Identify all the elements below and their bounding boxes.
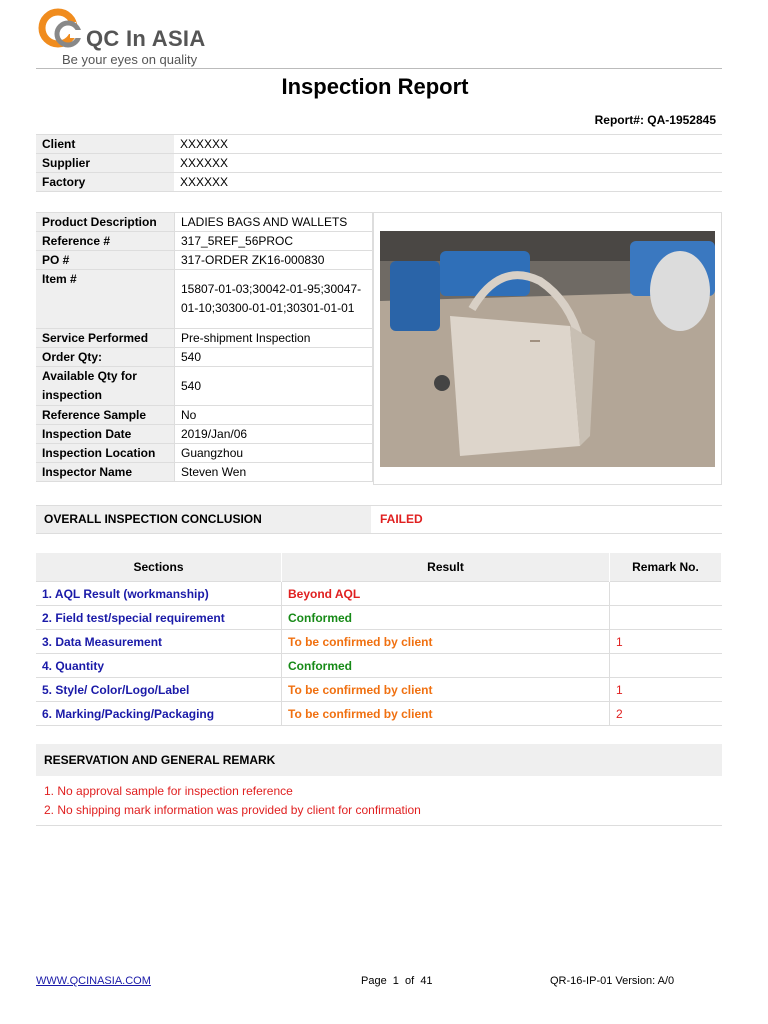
table-row bbox=[36, 173, 722, 192]
remarks-divider bbox=[36, 825, 722, 826]
reference-sample-value: No bbox=[175, 406, 373, 425]
parties-table bbox=[36, 134, 722, 192]
order-qty-label: Order Qty: bbox=[36, 348, 175, 367]
list-item: 2. No shipping mark information was provided by client for confirmation bbox=[44, 803, 421, 817]
table-row bbox=[36, 606, 722, 630]
inspection-date-label: Inspection Date bbox=[36, 425, 175, 444]
header-divider bbox=[36, 68, 722, 69]
section-result: Conformed bbox=[282, 606, 610, 630]
result-header: Result bbox=[282, 553, 610, 582]
reference-sample-label: Reference Sample bbox=[36, 406, 175, 425]
table-row bbox=[36, 154, 722, 173]
table-row bbox=[36, 444, 373, 463]
section-result: To be confirmed by client bbox=[282, 630, 610, 654]
section-result: Beyond AQL bbox=[282, 582, 610, 606]
supplier-label: Supplier bbox=[36, 154, 174, 173]
reservation-remarks bbox=[44, 782, 421, 820]
table-row bbox=[36, 702, 722, 726]
section-name: 6. Marking/Packing/Packaging bbox=[36, 702, 282, 726]
table-row bbox=[36, 135, 722, 154]
section-remark: 2 bbox=[610, 702, 722, 726]
inspection-date-value: 2019/Jan/06 bbox=[175, 425, 373, 444]
table-row bbox=[36, 329, 373, 348]
factory-value: XXXXXX bbox=[174, 173, 722, 192]
table-row bbox=[36, 367, 373, 406]
reference-value: 317_5REF_56PROC bbox=[175, 232, 373, 251]
table-row bbox=[36, 463, 373, 482]
service-performed-value: Pre-shipment Inspection bbox=[175, 329, 373, 348]
section-name: 3. Data Measurement bbox=[36, 630, 282, 654]
document-code: QR-16-IP-01 Version: A/0 bbox=[550, 975, 675, 987]
page-title: Inspection Report bbox=[281, 74, 469, 99]
remark-header: Remark No. bbox=[610, 553, 722, 582]
supplier-value: XXXXXX bbox=[174, 154, 722, 173]
section-result: Conformed bbox=[282, 654, 610, 678]
table-row bbox=[36, 348, 373, 367]
table-row bbox=[36, 270, 373, 329]
po-value: 317-ORDER ZK16-000830 bbox=[175, 251, 373, 270]
table-row bbox=[36, 630, 722, 654]
table-row bbox=[36, 213, 373, 232]
po-label: PO # bbox=[36, 251, 175, 270]
section-result: To be confirmed by client bbox=[282, 702, 610, 726]
sections-table bbox=[36, 553, 722, 726]
inspection-location-value: Guangzhou bbox=[175, 444, 373, 463]
section-remark bbox=[610, 606, 722, 630]
order-qty-value: 540 bbox=[175, 348, 373, 367]
table-row bbox=[36, 425, 373, 444]
inspector-name-label: Inspector Name bbox=[36, 463, 175, 482]
table-header-row bbox=[36, 553, 722, 582]
reservation-heading: RESERVATION AND GENERAL REMARK bbox=[36, 744, 722, 776]
section-result: To be confirmed by client bbox=[282, 678, 610, 702]
report-number: Report#: QA-1952845 bbox=[594, 113, 716, 127]
client-label: Client bbox=[36, 135, 174, 154]
item-label: Item # bbox=[36, 270, 175, 329]
section-remark: 1 bbox=[610, 630, 722, 654]
item-value: 15807-01-03;30042-01-95;30047-01-10;30300-01-01;30301-01-01 bbox=[175, 270, 373, 329]
table-row bbox=[36, 678, 722, 702]
reference-label: Reference # bbox=[36, 232, 175, 251]
list-item: 1. No approval sample for inspection reference bbox=[44, 784, 293, 798]
section-name: 5. Style/ Color/Logo/Label bbox=[36, 678, 282, 702]
available-qty-label: Available Qty for inspection bbox=[36, 367, 175, 406]
page-number: Page 1 of 41 bbox=[361, 975, 433, 987]
table-row bbox=[36, 406, 373, 425]
table-row bbox=[36, 251, 373, 270]
brand-tagline: Be your eyes on quality bbox=[62, 52, 198, 67]
table-row bbox=[36, 654, 722, 678]
table-row bbox=[36, 582, 722, 606]
section-name: 1. AQL Result (workmanship) bbox=[36, 582, 282, 606]
product-description-label: Product Description bbox=[36, 213, 175, 232]
service-performed-label: Service Performed bbox=[36, 329, 175, 348]
section-name: 2. Field test/special requirement bbox=[36, 606, 282, 630]
product-photo bbox=[380, 231, 715, 467]
section-remark bbox=[610, 582, 722, 606]
inspection-location-label: Inspection Location bbox=[36, 444, 175, 463]
website-link[interactable]: WWW.QCINASIA.COM bbox=[36, 975, 151, 987]
product-table bbox=[36, 212, 373, 482]
overall-conclusion-label: OVERALL INSPECTION CONCLUSION bbox=[36, 506, 371, 533]
section-name: 4. Quantity bbox=[36, 654, 282, 678]
overall-conclusion bbox=[36, 505, 722, 534]
overall-conclusion-value: FAILED bbox=[380, 512, 423, 526]
sections-header: Sections bbox=[36, 553, 282, 582]
table-row bbox=[36, 232, 373, 251]
section-remark bbox=[610, 654, 722, 678]
brand-name: QC In ASIA bbox=[86, 26, 206, 51]
available-qty-value: 540 bbox=[175, 367, 373, 406]
client-value: XXXXXX bbox=[174, 135, 722, 154]
factory-label: Factory bbox=[36, 173, 174, 192]
inspector-name-value: Steven Wen bbox=[175, 463, 373, 482]
product-description-value: LADIES BAGS AND WALLETS bbox=[175, 213, 373, 232]
section-remark: 1 bbox=[610, 678, 722, 702]
